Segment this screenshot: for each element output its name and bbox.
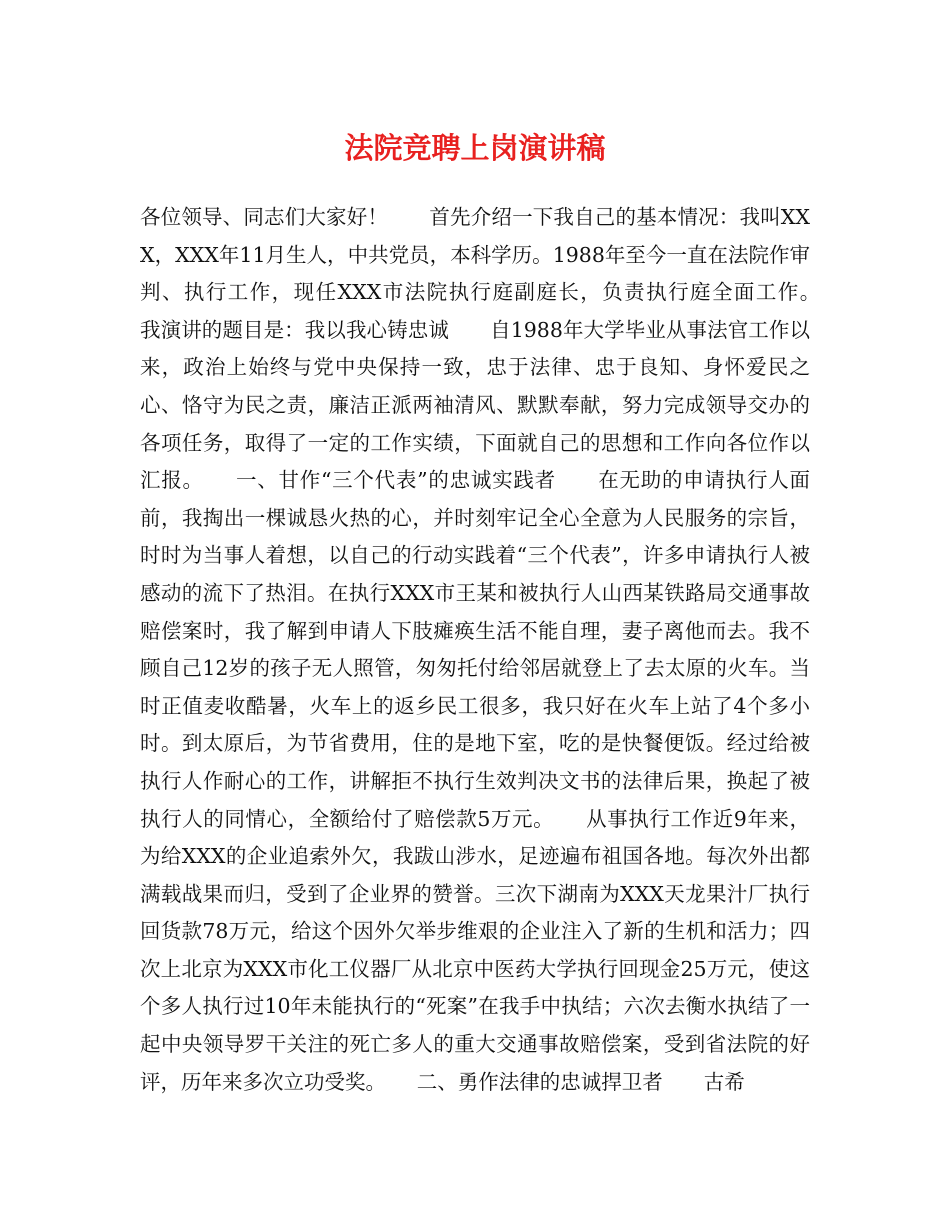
document-body: 各位领导、同志们大家好！ 首先介绍一下我自己的基本情况：我叫XXX，XXX年11月生人，中共党员，本科学历。1988年至今一直在法院作审判、执行工作，现任XXX市法院执行庭副庭长，负责执行庭全面工作。 我演讲的题目是：我以我心铸忠诚 自1988年大学毕业从事法官工作以来，政治上始终与党中央保持一致，忠于法律、忠于良知、身怀爱民之心、恪守为民之责，廉洁正派两袖清风、默默奉献，努力完成领导交办的各项任务，取得了一定的工作实绩，下面就自己的思想和工作向各位作以汇报。 一、甘作“三个代表”的忠诚实践者 在无助的申请执行人面前，我掏出一棵诚恳火热的心，并时刻牢记全心全意为人民服务的宗旨，时时为当事人着想，以自己的行动实践着“三个代表”，许多申请执行人被感动的流下了热泪。在执行XXX市王某和被执行人山西某铁路局交通事故赔偿案时，我了解到申请人下肢瘫痪生活不能自理，妻子离他而去。我不顾自己12岁的孩子无人照管，匆匆托付给邻居就登上了去太原的火车。当时正值麦收酷暑，火车上的返乡民工很多，我只好在火车上站了4个多小时。到太原后，为节省费用，住的是地下室，吃的是快餐便饭。经过给被执行人作耐心的工作，讲解拒不执行生效判决文书的法律后果，换起了被执行人的同情心，全额给付了赔偿款5万元。 从事执行工作近9年来，为给XXX的企业追索外欠，我跋山涉水，足迹遍布祖国各地。每次外出都满载战果而归，受到了企业界的赞誉。三次下湖南为XXX天龙果汁厂执行回货款78万元，给这个因外欠举步维艰的企业注入了新的生机和活力；四次上北京为XXX市化工仪器厂从北京中医药大学执行回现金25万元，使这个多人执行过10年未能执行的“死案”在我手中执结；六次去衡水执结了一起中央领导罗干关注的死亡多人的重大交通事故赔偿案，受到省法院的好评，历年来多次立功受奖。 二、勇作法律的忠诚捍卫者 古希 — [140, 205, 851, 1094]
document-title: 法院竞聘上岗演讲稿 — [344, 131, 606, 165]
